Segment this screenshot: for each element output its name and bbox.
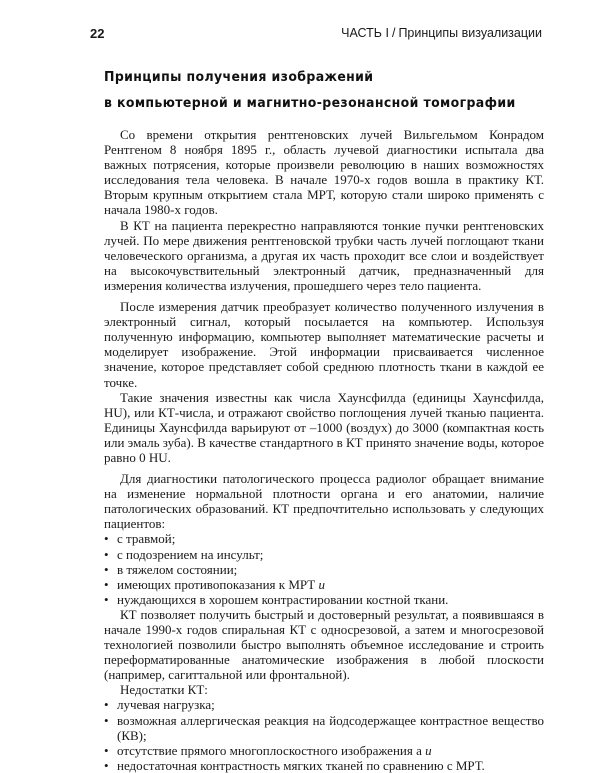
list-item: • недостаточная контрастность мягких тканей по сравнению с МРТ. (104, 758, 544, 773)
section-title-line-2: в компьютерной и магнитно-резонансной томографии (104, 95, 516, 111)
paragraph-6: КТ позволяет получить быстрый и достоверный результат, а появившаяся в начале 1990-х годов спиральная КТ с односрезовой, а затем и многосрезовой технологией позволили быстро выполнять объемное исследование и строить переформатированные анатомические изображения в любой плоскости (например, сагиттальной или фронтальной). (104, 606, 544, 683)
paragraph-4: Такие значения известны как числа Хаунсфилда (единицы Хаунсфилда, HU), или КТ-числа, и отражают свойство поглощения лучей тканью пациента. Единицы Хаунсфилда варьируют от –1000 (воздух) до 3000 (компактная кость или эмаль зуба). В качестве стандартного в КТ принято значение воды, которое равно 0 HU. (104, 389, 545, 465)
list-item: • лучевая нагрузка; (104, 697, 544, 712)
list-item-text: отсутствие прямого многоплоскостного изображения а (117, 742, 422, 758)
list-item-text: имеющих противопоказания к МРТ (117, 576, 316, 592)
page-number: 22 (90, 26, 105, 41)
section-title (104, 64, 516, 116)
running-head-separator: / (391, 26, 396, 40)
paragraph-2: В КТ на пациента перекрестно направляются тонкие пучки рентгеновских лучей. По мере движения рентгеновской трубки часть лучей поглощают ткани человеческого организма, а другая их часть проходит все слои и воздействует на высокочувствительный электронный датчик, предназначенный для измерения количества излучения, прошедшего через тело пациента. (104, 217, 544, 293)
paragraph-1: Со времени открытия рентгеновских лучей Вильгельмом Конрадом Рентгеном 8 ноября 1895 г., область лучевой диагностики испытала два важных потрясения, которые произвели революцию в наших возможностях исследования тела человека. В начале 1970-х годов вошла в практику КТ. Вторым крупным открытием стала МРТ, которую стали широко применять с начала 1980-х годов. (104, 127, 544, 218)
list-item: • в тяжелом состоянии; (104, 562, 544, 577)
list-item: • нуждающихся в хорошем контрастировании костной ткани. (104, 592, 544, 607)
list-item: • с подозрением на инсульт; (104, 547, 544, 562)
paragraph-5: Для диагностики патологического процесса радиолог обращает внимание на изменение нормальной плотности органа и его анатомии, наличие патологических образований. КТ предпочтительно использовать у следующих пациентов: (104, 471, 544, 532)
paragraph-7: Недостатки КТ: (120, 682, 208, 698)
running-head (341, 26, 542, 40)
drawbacks-list (104, 697, 544, 772)
indications-list (104, 531, 544, 606)
running-head-section: Принципы визуализации (398, 26, 542, 40)
page-header (90, 26, 542, 46)
body-text (104, 127, 544, 773)
paragraph-3: После измерения датчик преобразует количество полученного излучения в электронный сигнал, который посылается на компьютер. Используя полученную информацию, компьютер выполняет математические расчеты и моделирует изображение. Этой информации присваивается численное значение, которое представляет собой среднюю плотность ткани в каждой ее точке. (104, 299, 544, 390)
list-item-italic-and: и (318, 576, 325, 592)
list-item (104, 577, 544, 592)
section-title-line-1: Принципы получения изображений (104, 69, 374, 85)
list-item: • возможная аллергическая реакция на йодсодержащее контрастное вещество (КВ); (104, 713, 544, 743)
list-item (104, 743, 544, 758)
list-item: • с травмой; (104, 531, 544, 546)
running-head-part: ЧАСТЬ I (341, 26, 389, 40)
list-item-italic-and: и (425, 742, 432, 758)
